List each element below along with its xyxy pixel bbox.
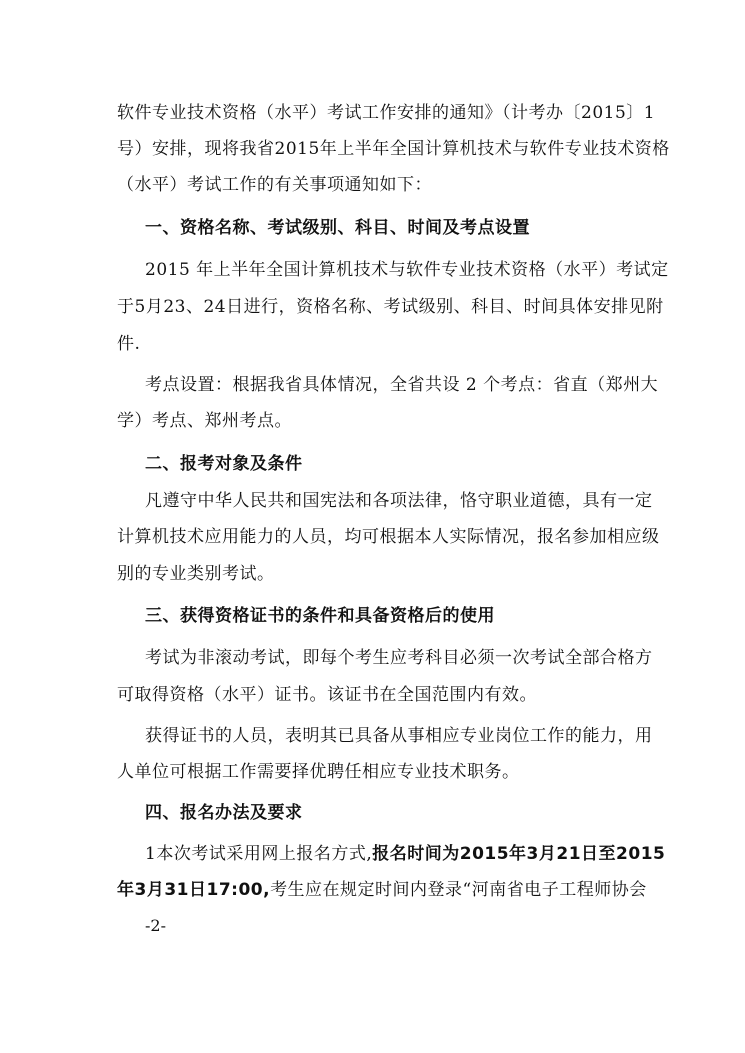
section-4-p1-line-1: [145, 843, 666, 865]
page-number: -2-: [145, 916, 166, 935]
section-4-heading: 四、报名办法及要求: [145, 803, 303, 823]
section-4-p1-line-2: [117, 879, 647, 901]
section-3-p2-line-1: 获得证书的人员，表明其已具备从事相应专业岗位工作的能力，用: [145, 726, 653, 746]
section-2-p1-line-1: 凡遵守中华人民共和国宪法和各项法律，恪守职业道德，具有一定: [145, 491, 653, 511]
section-3-p2-line-2: 人单位可根据工作需要择优聘任相应专业技术职务。: [117, 762, 520, 782]
section-1-p1-line-2: 于5月23、24日进行，资格名称、考试级别、科目、时间具体安排见附: [117, 297, 664, 317]
section-2-p1-line-2: 计算机技术应用能力的人员，均可根据本人实际情况，报名参加相应级: [117, 527, 660, 547]
intro-line-1: 软件专业技术资格（水平）考试工作安排的通知》（计考办〔2015〕1: [117, 103, 656, 123]
section-4-registration-end: 年3月31日17:00,: [117, 880, 271, 900]
section-4-p1-start: 1本次考试采用网上报名方式,: [145, 844, 373, 864]
section-1-p2-line-1: 考点设置：根据我省具体情况，全省共设 2 个考点：省直（郑州大: [145, 375, 659, 395]
section-3-p1-line-1: 考试为非滚动考试，即每个考生应考科目必须一次考试全部合格方: [145, 648, 653, 668]
section-1-p2-line-2: 学）考点、郑州考点。: [117, 411, 292, 431]
section-4-registration-time: 报名时间为2015年3月21日至2015: [372, 844, 666, 864]
section-3-heading: 三、获得资格证书的条件和具备资格后的使用: [145, 606, 495, 626]
section-2-p1-line-3: 别的专业类别考试。: [117, 564, 275, 584]
section-1-heading: 一、资格名称、考试级别、科目、时间及考点设置: [145, 218, 530, 238]
section-1-p1-line-3: 件.: [117, 334, 141, 354]
intro-line-2: 号）安排，现将我省2015年上半年全国计算机技术与软件专业技术资格: [117, 139, 670, 159]
intro-line-3: （水平）考试工作的有关事项通知如下：: [117, 175, 432, 195]
section-4-p1-rest: 考生应在规定时间内登录“河南省电子工程师协会: [270, 880, 647, 900]
section-2-heading: 二、报考对象及条件: [145, 454, 303, 474]
section-1-p1-line-1: 2015 年上半年全国计算机技术与软件专业技术资格（水平）考试定: [145, 260, 669, 280]
section-3-p1-line-2: 可取得资格（水平）证书。该证书在全国范围内有效。: [117, 685, 537, 705]
